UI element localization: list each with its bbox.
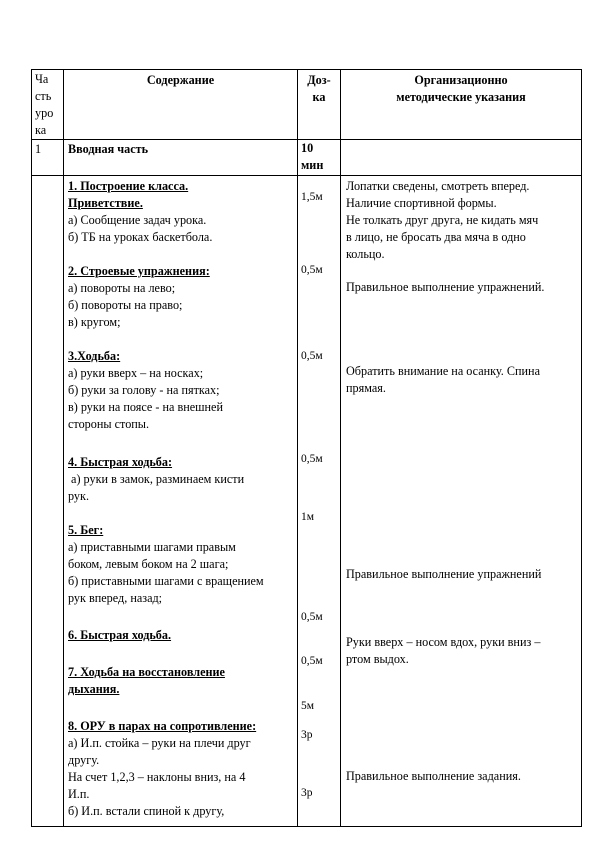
dose-value: 1,5м: [301, 191, 323, 203]
item-4a: а) руки в замок, разминаем кисти рук.: [68, 472, 245, 503]
note-breathing: Руки вверх – носом вдох, руки вниз – ртом выдох.: [346, 635, 541, 666]
item-8-title: 8. ОРУ в парах на сопротивление:: [68, 719, 257, 733]
item-7-title: 7. Ходьба на восстановление дыхания.: [68, 665, 225, 696]
table-border-left: [31, 69, 32, 827]
item-1a: а) Сообщение задач урока.: [68, 213, 207, 227]
header-notes-label: Организационно методические указания: [396, 73, 526, 104]
table-col-divider: [340, 69, 341, 827]
table-border-top: [31, 69, 582, 70]
note-running: Правильное выполнение упражнений: [346, 567, 542, 581]
note-drills: Правильное выполнение упражнений.: [346, 280, 545, 294]
item-3-title: 3.Ходьба:: [68, 349, 121, 363]
dose-value: 0,5м: [301, 264, 323, 276]
dose-value: 3р: [301, 729, 313, 741]
item-2a: а) повороты на лево;: [68, 281, 176, 295]
table-border-right: [581, 69, 582, 827]
note-task: Правильное выполнение задания.: [346, 769, 521, 783]
table-border-bottom: [31, 826, 582, 827]
section-dose: 10 мин: [301, 141, 324, 172]
item-8a: а) И.п. стойка – руки на плечи друг другу.: [68, 736, 251, 767]
item-3b: б) руки за голову - на пятках;: [68, 383, 220, 397]
dose-value: 0,5м: [301, 655, 323, 667]
dose-value: 1м: [301, 511, 315, 523]
table-col-divider: [63, 69, 64, 827]
item-8a-count: На счет 1,2,3 – наклоны вниз, на 4 И.п.: [68, 770, 246, 801]
table-col-divider: [297, 69, 298, 827]
dose-value: 3р: [301, 787, 313, 799]
item-1-title: 1. Построение класса. Приветствие.: [68, 179, 189, 210]
item-5b: б) приставными шагами с вращением рук вперед, назад;: [68, 574, 264, 605]
header-dose-label: Доз- ка: [307, 73, 331, 104]
item-4-title: 4. Быстрая ходьба:: [68, 455, 173, 469]
section-title: Вводная часть: [68, 142, 149, 156]
dose-value: 0,5м: [301, 611, 323, 623]
note-formation: Лопатки сведены, смотреть вперед. Наличие спортивной формы. Не толкать друг друга, не кидать мяч в лицо, не бросать два мяча в одно кольцо.: [346, 179, 539, 261]
item-3c: в) руки на поясе - на внешней стороны стопы.: [68, 400, 223, 431]
section-number: 1: [35, 142, 42, 156]
item-5a: а) приставными шагами правым боком, левым боком на 2 шага;: [68, 540, 236, 571]
dose-value: 5м: [301, 700, 315, 712]
item-2-title: 2. Строевые упражнения:: [68, 264, 210, 278]
item-2b: б) повороты на право;: [68, 298, 183, 312]
note-posture: Обратить внимание на осанку. Спина прямая.: [346, 364, 540, 395]
header-part-label: Ча сть уро ка: [35, 72, 54, 137]
item-3a: а) руки вверх – на носках;: [68, 366, 204, 380]
dose-value: 0,5м: [301, 453, 323, 465]
item-1b: б) ТБ на уроках баскетбола.: [68, 230, 213, 244]
item-6-title: 6. Быстрая ходьба.: [68, 628, 172, 642]
dose-value: 0,5м: [301, 350, 323, 362]
header-content-label: Содержание: [146, 73, 215, 87]
table-row-divider: [31, 175, 582, 176]
item-5-title: 5. Бег:: [68, 523, 104, 537]
item-2c: в) кругом;: [68, 315, 121, 329]
item-8b: б) И.п. встали спиной к другу,: [68, 804, 225, 818]
